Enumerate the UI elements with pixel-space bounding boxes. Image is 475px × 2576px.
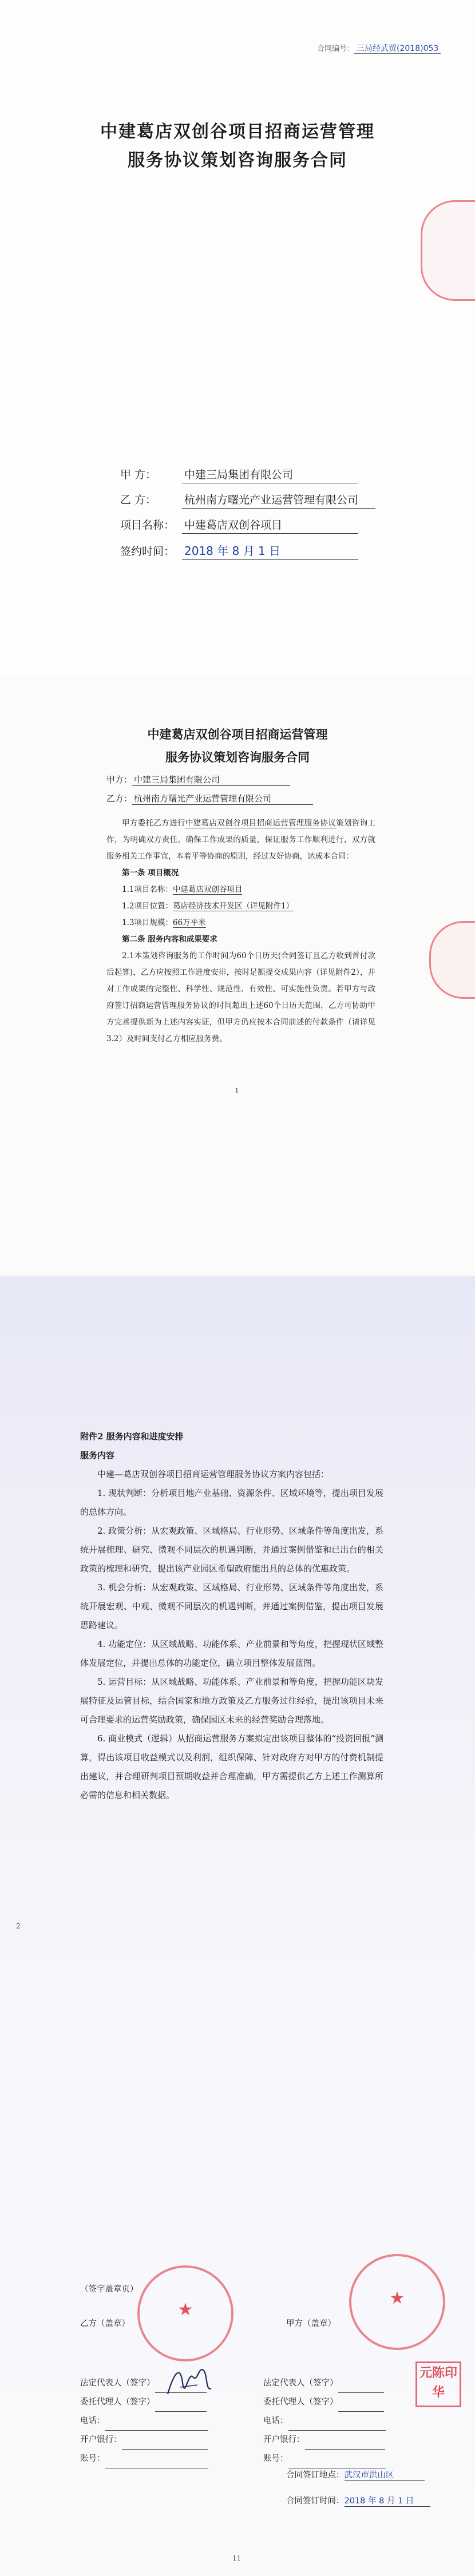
page3-number: 11	[232, 2554, 242, 2562]
party-a-seal-label: 甲方（盖章）	[286, 2319, 336, 2328]
party-a-fields	[263, 2374, 386, 2468]
signing-date	[286, 2494, 430, 2507]
party-b-bank-label: 开户银行：	[80, 2435, 122, 2444]
party-b-bank-line	[122, 2431, 208, 2450]
party-b-seal-star-icon: ★	[177, 2300, 193, 2320]
project-name-label: 项目名称：	[120, 519, 175, 531]
party-a-bank-line	[305, 2431, 385, 2450]
item-1-3-label: 1.3项目规模：	[122, 918, 173, 927]
personal-square-seal: 元陈印华	[415, 2361, 461, 2407]
service-item-6: 6. 商业模式（逻辑）从招商运营服务方案拟定出该项目整体的“投资回报”测算，得出该项目收益模式以及利润，组织保障、针对政府方对甲方的付费机制提出建议，并合理研判项目预期收益并合理准确，甲方需提供乙方上述工作测算所必需的信息和相关数据。	[80, 1733, 383, 1800]
party-b-account-label: 账号：	[80, 2454, 105, 2463]
section1-title: 第一条 项目概况	[122, 868, 179, 878]
party-a-account-label: 账号：	[263, 2454, 288, 2463]
service-item-2: 2. 政策分析：从宏观政策、区域格局、行业形势、区域条件等角度出发，系统开展梳理、研究、微观不同层次的机遇判断，并通过案例借鉴和已出台的相关政策的梳理和研究，提出该产业园区希望政府能出具的总体的优惠政策。	[80, 1526, 383, 1574]
intro-paragraph	[106, 815, 375, 865]
party-b-round-seal	[137, 2265, 233, 2361]
service-content-title: 服务内容	[80, 1450, 115, 1460]
party-a-rep-line	[338, 2374, 384, 2393]
party-a-phone	[263, 2412, 386, 2431]
body-party-b	[106, 792, 313, 805]
item-1-2-label: 1.2项目位置：	[122, 902, 173, 911]
paragraph-2-1: 2.1本策划咨询服务的工作时间为60个日历天(合同签订且乙方收到首付款后起算)，乙方应按照工作进度安排，按时足额提交成果内容（详见附件2），并对工作成果的完整性、科学性、规范性、有效性、可实施性负责。若甲方与政府签订招商运营管理服务协议的时间超出上述60个日历天范围，乙方可协助甲方完善提供新为上述内容实证，但甲方仍应按本合同前述的付款条件（请详见3.2）及时间支付乙方相应服务费。	[106, 951, 375, 1043]
side-page-number: 2	[16, 1922, 21, 1930]
party-a-agent-label: 委托代理人（签字）	[263, 2398, 338, 2407]
signing-place	[286, 2468, 425, 2481]
party-a-bank-label: 开户银行：	[263, 2435, 305, 2444]
signing-date-label: 合同签订时间：	[286, 2496, 345, 2506]
party-b-agent-label: 委托代理人（签字）	[80, 2398, 155, 2407]
party-b-account-line	[105, 2450, 208, 2468]
edge-seal-stamp	[421, 200, 475, 301]
project-name-value: 中建葛店双创谷项目	[182, 517, 358, 534]
party-b-phone-line	[105, 2412, 208, 2431]
sign-date-row	[120, 542, 358, 560]
party-a-value: 中建三局集团有限公司	[182, 466, 358, 483]
party-b-seal-label: 乙方（盖章）	[80, 2319, 130, 2328]
body-party-a-value: 中建三局集团有限公司	[132, 773, 290, 786]
party-a-round-seal	[349, 2254, 445, 2350]
party-a-phone-line	[288, 2412, 386, 2431]
body-party-a-label: 甲方：	[106, 775, 133, 785]
item-1-2-value: 葛店经济技术开发区（详见附件1）	[172, 902, 294, 911]
section2-title: 第二条 服务内容和成果要求	[122, 935, 217, 944]
service-item-3: 3. 机会分析：从宏观政策、区域格局、行业形势、区域条件等角度出发，系统开展宏观、中观、微观不同层次的机遇判断，并通过案例借鉴，提出项目发展思路建议。	[80, 1582, 383, 1630]
party-a-label: 甲 方：	[120, 469, 157, 481]
party-b-phone-label: 电话：	[80, 2416, 105, 2426]
party-a-agent	[263, 2393, 386, 2412]
item-1-2	[106, 898, 375, 915]
party-b-rep-label: 法定代表人（签字）	[80, 2379, 155, 2388]
signing-place-value: 武汉市洪山区	[345, 2468, 425, 2481]
body-party-a	[106, 773, 290, 786]
party-b-bank	[80, 2431, 208, 2450]
sign-date-label: 签约时间：	[120, 545, 175, 558]
intro-part-b: 中建葛店双创谷项目招商运营管理服务协议	[185, 819, 337, 828]
party-a-rep	[263, 2374, 386, 2393]
item-1-3-value: 66万平米	[172, 918, 206, 927]
item-1-1	[106, 882, 375, 898]
cover-title-line2: 服务协议策划咨询服务合同	[128, 150, 347, 170]
signing-place-label: 合同签订地点：	[286, 2471, 345, 2480]
party-b-label: 乙 方：	[120, 494, 157, 506]
party-a-account	[263, 2450, 386, 2468]
service-item-1: 1. 现状判断：分析项目地产业基础、资源条件、区域环境等，提出项目发展的总体方向。	[80, 1488, 383, 1517]
sign-date-value: 2018 年 8 月 1 日	[182, 542, 358, 560]
service-item-5: 5. 运营目标：从区域战略、功能体系、产业前景和等角度，把握功能区块发展特征及运管目标，结合国家和地方政策及乙方服务过往经验，提出该项目未来可合理要求的运营奖励政策，确保园区未来的经营奖励合理落地。	[80, 1677, 383, 1725]
body-title-line1: 中建葛店双创谷项目招商运营管理	[147, 727, 328, 741]
attachment-page	[0, 1276, 475, 2576]
party-a-agent-line	[338, 2393, 384, 2412]
signing-date-value: 2018 年 8 月 1 日	[345, 2494, 430, 2507]
party-a-seal-star-icon: ★	[389, 2288, 405, 2308]
body-party-b-label: 乙方：	[106, 793, 133, 804]
party-a-phone-label: 电话：	[263, 2416, 288, 2426]
party-b-phone	[80, 2412, 208, 2431]
cover-title-line1: 中建葛店双创谷项目招商运营管理	[100, 122, 375, 142]
contract-number	[317, 42, 441, 54]
project-name-row	[120, 517, 358, 534]
intro-part-c: 策划咨询工作，为明确双方责任，确保工作成果的质量，保证服务工作顺利进行，双方就服务相关工作事宜，本着平等协商的原则，经过友好协商，达成本合同：	[106, 819, 376, 861]
contract-body-page	[0, 675, 475, 1276]
party-a-rep-label: 法定代表人（签字）	[263, 2379, 338, 2388]
party-a-bank	[263, 2431, 386, 2450]
service-item-4: 4. 功能定位：从区域战略、功能体系、产业前景和等角度，把握现状区域整体发展定位，并提出总体的功能定位，确立项目整体发展蓝图。	[80, 1639, 383, 1668]
handwritten-signature	[163, 2360, 215, 2406]
party-a-row	[120, 466, 358, 483]
attachment-body-text	[80, 1427, 383, 1805]
body-title-line2: 服务协议策划咨询服务合同	[165, 750, 310, 764]
cover-page	[0, 0, 475, 675]
body-party-b-value: 杭州南方曙光产业运营管理有限公司	[132, 792, 313, 805]
party-b-value: 杭州南方曙光产业运营管理有限公司	[182, 491, 375, 509]
page2-number: 1	[235, 1087, 239, 1095]
party-b-account	[80, 2450, 208, 2468]
item-1-1-label: 1.1项目名称：	[122, 885, 173, 894]
contract-body-text	[106, 815, 375, 1047]
contract-number-value: 三局经武贸(2018)053	[354, 44, 441, 54]
service-intro: 中建—葛店双创谷项目招商运营管理服务协议方案内容包括：	[97, 1469, 330, 1479]
contract-number-label: 合同编号：	[317, 45, 355, 53]
signature-page-heading: （签字盖章页）	[80, 2285, 138, 2294]
party-a-account-line	[288, 2450, 386, 2468]
party-b-row	[120, 491, 375, 509]
intro-part-a: 甲方委托乙方进行	[122, 819, 185, 828]
item-1-3	[106, 915, 375, 931]
edge-seal-stamp-2	[429, 921, 475, 999]
item-1-1-value: 中建葛店双创谷项目	[172, 885, 243, 894]
attachment-title: 附件2 服务内容和进度安排	[80, 1431, 184, 1442]
